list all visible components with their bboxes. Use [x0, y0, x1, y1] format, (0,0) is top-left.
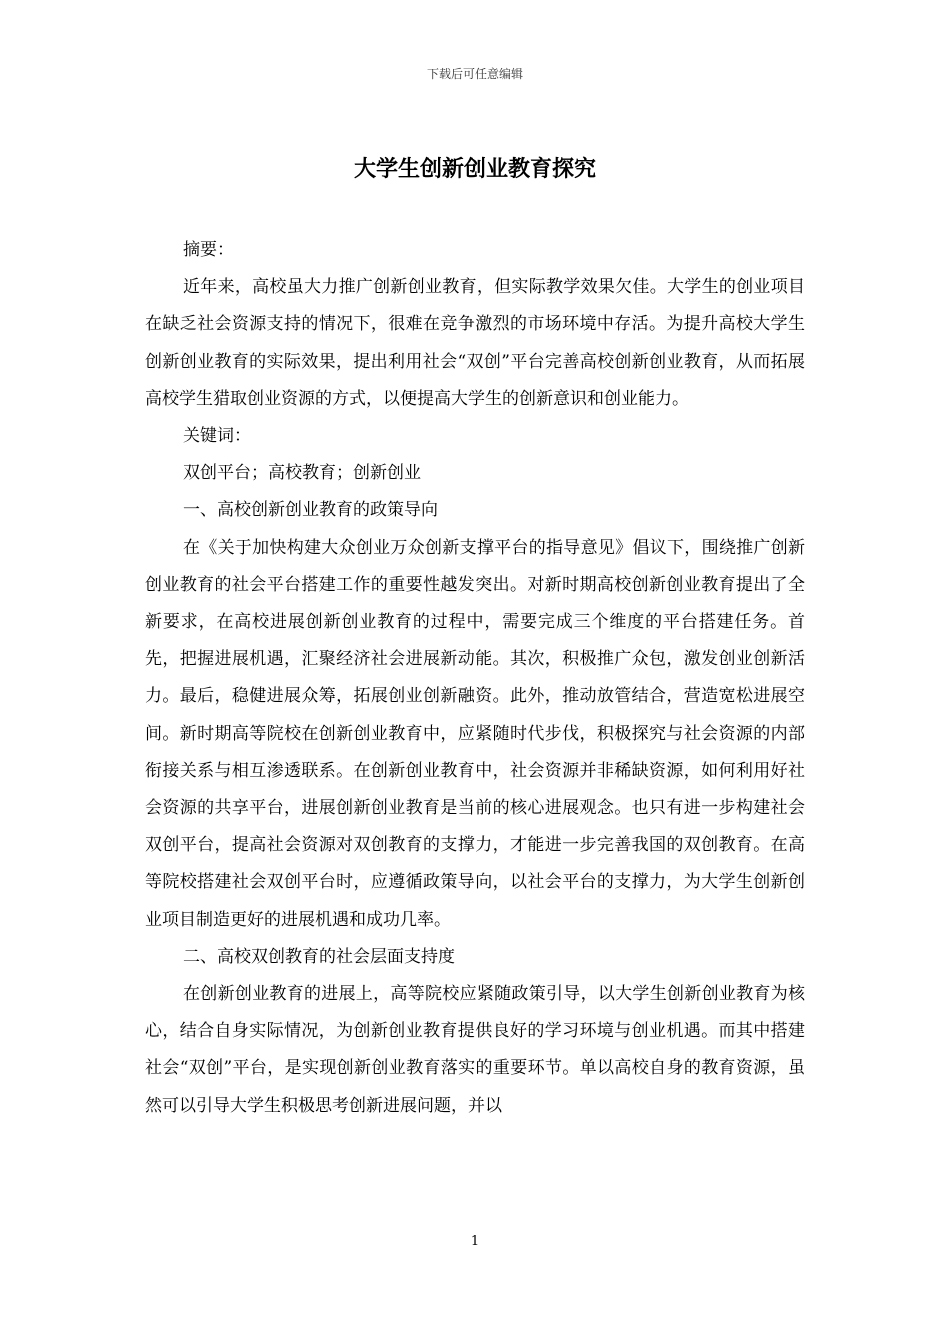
document-title: 大学生创新创业教育探究: [353, 157, 596, 182]
page-header: 下载后可任意编辑: [426, 67, 523, 81]
abstract-paragraph: 近年来，高校虽大力推广创新创业教育，但实际教学效果欠佳。大学生的创业项目在缺乏社会资源支持的情况下，很难在竞争激烈的市场环境中存活。为提升高校大学生创新创业教育的实际效果，提出利用社会“双创”平台完善高校创新创业教育，从而拓展高校学生猎取创业资源的方式，以便提高大学生的创新意识和创业能力。: [145, 277, 805, 409]
section-1-paragraph: 在《关于加快构建大众创业万众创新支撑平台的指导意见》倡议下，围绕推广创新创业教育的社会平台搭建工作的重要性越发突出。对新时期高校创新创业教育提出了全新要求，在高校进展创新创业教育的过程中，需要完成三个维度的平台搭建任务。首先，把握进展机遇，汇聚经济社会进展新动能。其次，积极推广众包，激发创业创新活力。最后，稳健进展众筹，拓展创业创新融资。此外，推动放管结合，营造宽松进展空间。新时期高等院校在创新创业教育中，应紧随时代步伐，积极探究与社会资源的内部衔接关系与相互渗透联系。在创新创业教育中，社会资源并非稀缺资源，如何利用好社会资源的共享平台，进展创新创业教育是当前的核心进展观念。也只有进一步构建社会双创平台，提高社会资源对双创教育的支撑力，才能进一步完善我国的双创教育。在高等院校搭建社会双创平台时，应遵循政策导向，以社会平台的支撑力，为大学生创新创业项目制造更好的进展机遇和成功几率。: [145, 537, 805, 930]
section-2-heading: 二、高校双创教育的社会层面支持度: [183, 946, 455, 967]
document-body: [145, 232, 805, 1125]
abstract-label: 摘要：: [183, 240, 234, 260]
keywords-label: 关键词：: [183, 426, 251, 447]
section-1-heading: 一、高校创新创业教育的政策导向: [183, 500, 438, 521]
section-2-paragraph: 在创新创业教育的进展上，高等院校应紧随政策引导，以大学生创新创业教育为核心，结合自身实际情况，为创新创业教育提供良好的学习环境与创业机遇。而其中搭建社会“双创”平台，是实现创新创业教育落实的重要环节。单以高校自身的教育资源，虽然可以引导大学生积极思考创新进展问题，并以: [145, 984, 805, 1116]
page-number: 1: [470, 1234, 480, 1249]
keywords-paragraph: 双创平台；高校教育；创新创业: [183, 463, 421, 484]
